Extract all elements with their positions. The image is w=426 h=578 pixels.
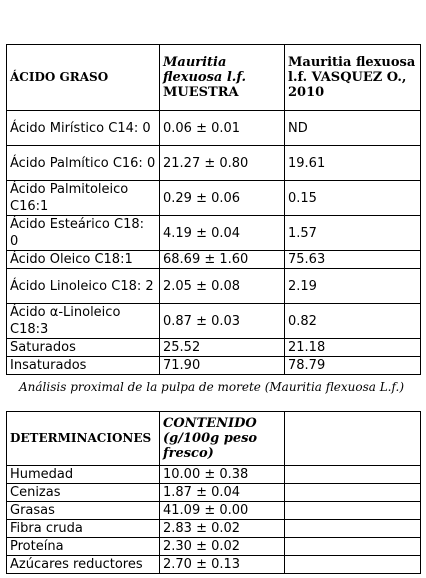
extra-cell xyxy=(285,502,421,520)
acid-name: Ácido Esteárico C18: 0 xyxy=(7,216,160,251)
content-value: 2.70 ± 0.13 xyxy=(160,556,285,574)
table-row xyxy=(7,484,421,502)
extra-cell xyxy=(285,556,421,574)
table-row xyxy=(7,251,421,269)
table-row xyxy=(7,181,421,216)
table-row xyxy=(7,502,421,520)
sample-value: 21.27 ± 0.80 xyxy=(160,146,285,181)
table-caption: Análisis proximal de la pulpa de morete (Mauritia flexuosa L.f.) xyxy=(19,380,405,394)
determination-name: Fibra cruda xyxy=(7,520,160,538)
content-value: 1.87 ± 0.04 xyxy=(160,484,285,502)
acid-name: Insaturados xyxy=(7,357,160,375)
reference-value: 0.15 xyxy=(285,181,421,216)
acid-name: Ácido Palmítico C16: 0 xyxy=(7,146,160,181)
proximal-analysis-table xyxy=(6,411,421,574)
content-value: 2.30 ± 0.02 xyxy=(160,538,285,556)
table-row xyxy=(7,339,421,357)
determination-name: Azúcares reductores xyxy=(7,556,160,574)
sample-value: 0.87 ± 0.03 xyxy=(160,304,285,339)
header-determination: DETERMINACIONES xyxy=(7,412,160,466)
determination-name: Cenizas xyxy=(7,484,160,502)
reference-value: 78.79 xyxy=(285,357,421,375)
sample-value: 2.05 ± 0.08 xyxy=(160,269,285,304)
header-sample xyxy=(160,45,285,111)
header-content: CONTENIDO (g/100g peso fresco) xyxy=(160,412,285,466)
table-row xyxy=(7,304,421,339)
sample-value: 4.19 ± 0.04 xyxy=(160,216,285,251)
header-row xyxy=(7,412,421,466)
header-sample-label: MUESTRA xyxy=(163,85,239,100)
acid-name: Ácido Linoleico C18: 2 xyxy=(7,269,160,304)
reference-value: 19.61 xyxy=(285,146,421,181)
reference-value: ND xyxy=(285,111,421,146)
acid-name: Ácido Palmitoleico C16:1 xyxy=(7,181,160,216)
determination-name: Grasas xyxy=(7,502,160,520)
reference-value: 2.19 xyxy=(285,269,421,304)
fatty-acid-table xyxy=(6,44,421,375)
header-sample-species: Mauritia flexuosa l.f. xyxy=(163,55,246,85)
acid-name: Saturados xyxy=(7,339,160,357)
header-acid: ÁCIDO GRASO xyxy=(7,45,160,111)
content-value: 41.09 ± 0.00 xyxy=(160,502,285,520)
acid-name: Ácido Mirístico C14: 0 xyxy=(7,111,160,146)
extra-cell xyxy=(285,538,421,556)
determination-name: Humedad xyxy=(7,466,160,484)
reference-value: 75.63 xyxy=(285,251,421,269)
extra-cell xyxy=(285,466,421,484)
acid-name: Ácido Oleico C18:1 xyxy=(7,251,160,269)
header-row xyxy=(7,45,421,111)
sample-value: 0.29 ± 0.06 xyxy=(160,181,285,216)
header-reference: Mauritia flexuosa l.f. VASQUEZ O., 2010 xyxy=(285,45,421,111)
extra-cell xyxy=(285,520,421,538)
table-row xyxy=(7,357,421,375)
acid-name: Ácido α-Linoleico C18:3 xyxy=(7,304,160,339)
extra-cell xyxy=(285,484,421,502)
table-row xyxy=(7,216,421,251)
table-row xyxy=(7,146,421,181)
determination-name: Proteína xyxy=(7,538,160,556)
sample-value: 25.52 xyxy=(160,339,285,357)
table-row xyxy=(7,111,421,146)
table-row xyxy=(7,466,421,484)
reference-value: 1.57 xyxy=(285,216,421,251)
content-value: 2.83 ± 0.02 xyxy=(160,520,285,538)
table-row xyxy=(7,538,421,556)
reference-value: 0.82 xyxy=(285,304,421,339)
sample-value: 0.06 ± 0.01 xyxy=(160,111,285,146)
sample-value: 71.90 xyxy=(160,357,285,375)
header-extra xyxy=(285,412,421,466)
reference-value: 21.18 xyxy=(285,339,421,357)
table-row xyxy=(7,269,421,304)
content-value: 10.00 ± 0.38 xyxy=(160,466,285,484)
table-row xyxy=(7,520,421,538)
table-row xyxy=(7,556,421,574)
sample-value: 68.69 ± 1.60 xyxy=(160,251,285,269)
